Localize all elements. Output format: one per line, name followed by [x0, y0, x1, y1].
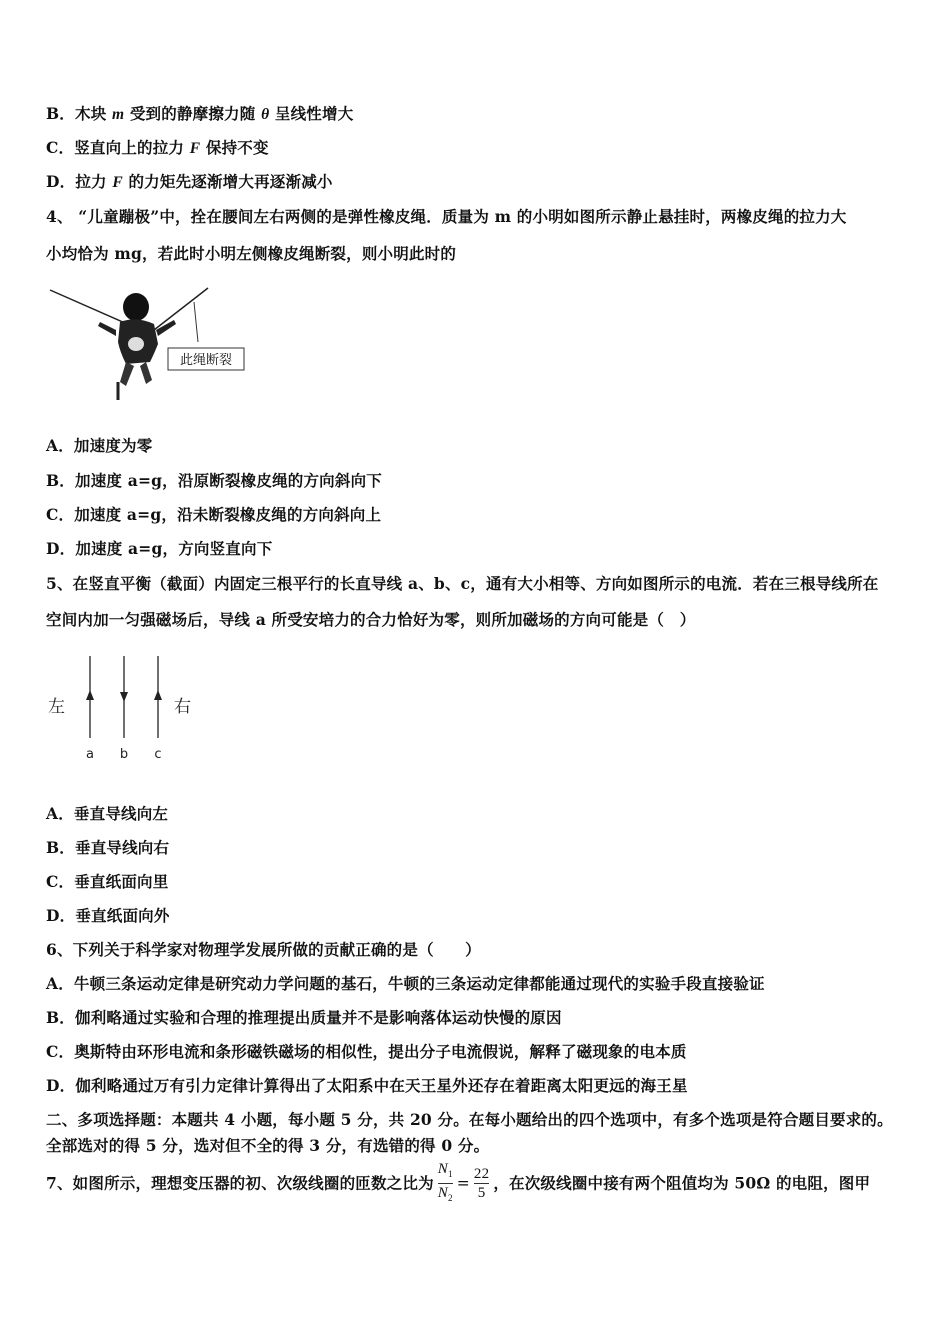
- q6-option-d: D．伽利略通过万有引力定律计算得出了太阳系中在天王星外还存在着距离太阳更远的海王星: [46, 1076, 688, 1095]
- wire-b: [120, 656, 128, 738]
- q6-option-a: A．牛顿三条运动定律是研究动力学问题的基石，牛顿的三条运动定律都能通过现代的实验手段直接验证: [46, 974, 765, 993]
- q4-option-b: B．加速度 a=g，沿原断裂橡皮绳的方向斜向下: [46, 471, 382, 490]
- wire-label-c: c: [154, 747, 162, 762]
- section2-line2: 全部选对的得 5 分，选对但不全的得 3 分，有选错的得 0 分。: [46, 1136, 490, 1155]
- q7-fraction-22-5: $\frac{22}{5}$: [473, 1166, 490, 1201]
- wire-label-a: a: [86, 747, 94, 762]
- q5-option-d: D．垂直纸面向外: [46, 906, 170, 925]
- q5-option-c: C．垂直纸面向里: [46, 872, 169, 891]
- q5-option-b: B．垂直导线向右: [46, 838, 170, 857]
- arrow-down-icon: [120, 692, 128, 702]
- q5-option-a: A．垂直导线向左: [46, 804, 169, 823]
- q4-option-a: A．加速度为零: [46, 436, 153, 455]
- q4-stem-line1: 4、 “儿童蹦极”中，拴在腰间左右两侧的是弹性橡皮绳．质量为 m 的小明如图所示静止悬挂时，两橡皮绳的拉力大: [46, 207, 847, 226]
- q3-option-c: C．竖直向上的拉力 F 保持不变: [46, 138, 269, 157]
- q4-bungee-figure: [46, 282, 256, 407]
- arrow-up-icon: [86, 690, 94, 700]
- q5-stem-line2: 空间内加一匀强磁场后，导线 a 所受安培力的合力恰好为零，则所加磁场的方向可能是（ ）: [46, 610, 696, 629]
- q4-stem-line2: 小均恰为 mg，若此时小明左侧橡皮绳断裂，则小明此时的: [46, 244, 457, 263]
- arrow-up-icon: [154, 690, 162, 700]
- q5-wires-figure: [44, 652, 214, 767]
- q6-stem: 6、下列关于科学家对物理学发展所做的贡献正确的是（ ）: [46, 940, 481, 959]
- rope-broken-label: 此绳断裂: [179, 353, 233, 368]
- wire-label-b: b: [119, 747, 129, 762]
- q7-fraction-n1-n2: $\frac{N_1}{N_2}$: [437, 1161, 453, 1203]
- pointer-line: [194, 302, 198, 342]
- q6-option-b: B．伽利略通过实验和合理的推理提出质量并不是影响落体运动快慢的原因: [46, 1008, 562, 1027]
- q4-option-d: D．加速度 a=g，方向竖直向下: [46, 539, 273, 558]
- left-label: 左: [48, 697, 65, 717]
- q3-option-b: B．木块 m 受到的静摩擦力随 θ 呈线性增大: [46, 104, 354, 123]
- q7-stem: 7、如图所示，理想变压器的初、次级线圈的匝数之比为 $\frac{N_1}{N_2}$ = $\frac{22}{5}$ ，在次级线圈中接有两个阻值均为 50Ω 的电阻，图甲: [46, 1160, 870, 1207]
- section2-line1: 二、多项选择题：本题共 4 小题，每小题 5 分，共 20 分。在每小题给出的四个选项中，有多个选项是符合题目要求的。: [46, 1110, 893, 1129]
- q4-option-c: C．加速度 a=g，沿未断裂橡皮绳的方向斜向上: [46, 505, 382, 524]
- q6-option-c: C．奥斯特由环形电流和条形磁铁磁场的相似性，提出分子电流假说，解释了磁现象的电本质: [46, 1042, 687, 1061]
- child-silhouette-icon: [98, 293, 176, 400]
- wire-c: [154, 656, 162, 738]
- wire-a: [86, 656, 94, 738]
- q3-option-d: D．拉力 F 的力矩先逐渐增大再逐渐减小: [46, 172, 333, 191]
- right-label: 右: [174, 697, 191, 717]
- q5-stem-line1: 5、在竖直平衡（截面）内固定三根平行的长直导线 a、b、c，通有大小相等、方向如图所示的电流．若在三根导线所在: [46, 574, 879, 593]
- right-rope: [154, 288, 208, 330]
